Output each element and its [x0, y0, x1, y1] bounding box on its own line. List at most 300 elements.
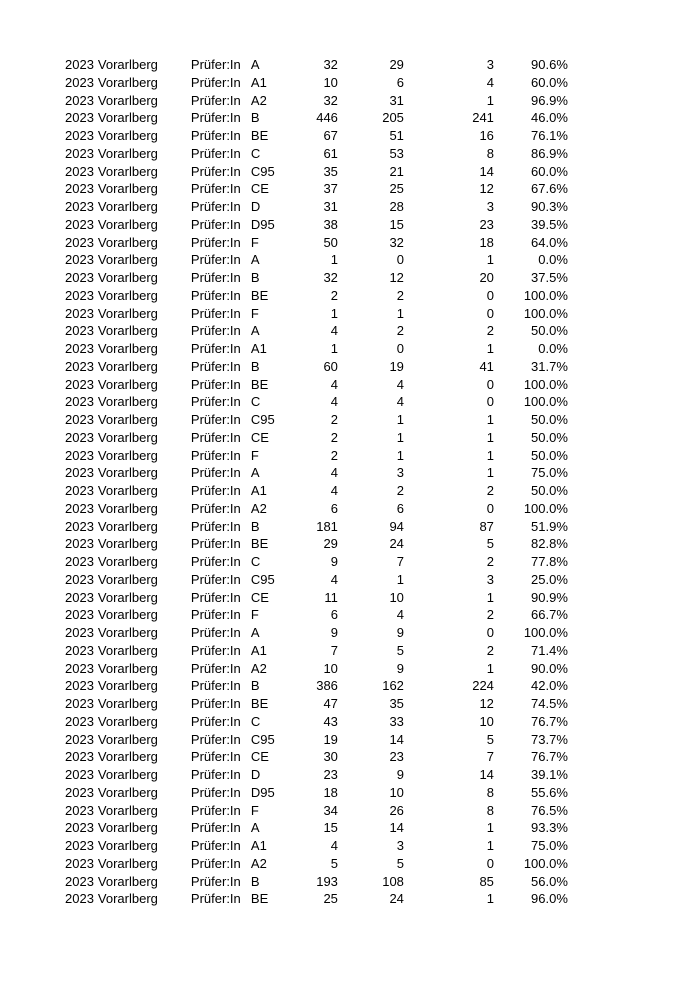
cell-exams-failed: 2 [486, 607, 494, 623]
table-row [65, 234, 568, 252]
cell-examiner-role: Prüfer:In [190, 199, 241, 214]
cell-exams-failed: 4 [486, 74, 494, 90]
table-row [65, 447, 568, 465]
table-row [65, 340, 568, 358]
cell-region: Vorarlberg [97, 891, 158, 907]
cell-region: Vorarlberg [97, 305, 158, 321]
cell-exams-passed: 10 [389, 784, 404, 800]
cell-exams-failed: 1 [486, 252, 494, 268]
cell-year: 2023 [65, 287, 94, 303]
cell-license-class: F [250, 447, 259, 463]
cell-year: 2023 [65, 554, 94, 569]
cell-exams-total: 15 [323, 820, 338, 836]
cell-exams-failed: 2 [486, 554, 494, 569]
cell-license-class: A2 [250, 500, 267, 516]
cell-pass-rate: 50.0% [531, 483, 568, 498]
cell-pass-rate: 96.0% [531, 891, 568, 907]
cell-pass-rate: 100.0% [523, 500, 568, 516]
cell-year: 2023 [65, 820, 94, 836]
cell-exams-failed: 241 [472, 110, 494, 126]
cell-region: Vorarlberg [97, 270, 158, 285]
cell-exams-failed: 18 [479, 234, 494, 250]
table-row [65, 482, 568, 500]
cell-license-class: A [250, 625, 260, 640]
cell-year: 2023 [65, 784, 94, 800]
cell-year: 2023 [65, 767, 94, 782]
cell-exams-passed: 14 [389, 820, 404, 836]
cell-region: Vorarlberg [97, 536, 158, 552]
cell-exams-failed: 12 [479, 696, 494, 711]
cell-region: Vorarlberg [97, 234, 158, 250]
table-row [65, 784, 568, 802]
cell-examiner-role: Prüfer:In [190, 74, 241, 90]
cell-exams-passed: 1 [396, 447, 404, 463]
cell-exams-passed: 10 [389, 589, 404, 605]
cell-region: Vorarlberg [97, 199, 158, 214]
cell-year: 2023 [65, 642, 94, 658]
cell-year: 2023 [65, 891, 94, 907]
cell-region: Vorarlberg [97, 163, 158, 179]
cell-pass-rate: 39.5% [531, 216, 568, 232]
cell-exams-total: 446 [316, 110, 338, 126]
cell-pass-rate: 46.0% [531, 110, 568, 126]
cell-exams-passed: 24 [389, 536, 404, 552]
cell-exams-failed: 14 [479, 767, 494, 782]
cell-region: Vorarlberg [97, 110, 158, 126]
cell-exams-total: 67 [323, 128, 338, 143]
cell-exams-passed: 28 [389, 199, 404, 214]
cell-region: Vorarlberg [97, 784, 158, 800]
cell-examiner-role: Prüfer:In [190, 518, 241, 534]
cell-region: Vorarlberg [97, 216, 158, 232]
cell-exams-failed: 1 [486, 589, 494, 605]
cell-exams-passed: 12 [389, 270, 404, 285]
table-row [65, 642, 568, 660]
cell-exams-failed: 3 [486, 199, 494, 214]
table-row [65, 855, 568, 873]
cell-exams-total: 6 [330, 500, 338, 516]
cell-examiner-role: Prüfer:In [190, 696, 241, 711]
cell-year: 2023 [65, 270, 94, 285]
cell-pass-rate: 66.7% [531, 607, 568, 623]
table-row [65, 837, 568, 855]
cell-exams-total: 9 [330, 554, 338, 569]
cell-examiner-role: Prüfer:In [190, 128, 241, 143]
cell-license-class: C95 [250, 571, 275, 587]
cell-examiner-role: Prüfer:In [190, 216, 241, 232]
cell-license-class: B [250, 678, 260, 694]
cell-license-class: C95 [250, 731, 275, 747]
cell-license-class: B [250, 358, 260, 374]
cell-region: Vorarlberg [97, 181, 158, 197]
cell-license-class: A [250, 465, 260, 481]
table-row [65, 269, 568, 287]
cell-exams-passed: 14 [389, 731, 404, 747]
cell-exams-passed: 9 [396, 767, 404, 782]
cell-exams-failed: 1 [486, 891, 494, 907]
cell-exams-passed: 15 [389, 216, 404, 232]
cell-license-class: CE [250, 749, 269, 765]
cell-exams-total: 18 [323, 784, 338, 800]
cell-exams-passed: 2 [396, 323, 404, 339]
cell-year: 2023 [65, 873, 94, 889]
cell-pass-rate: 73.7% [531, 731, 568, 747]
cell-exams-total: 2 [330, 447, 338, 463]
cell-examiner-role: Prüfer:In [190, 145, 241, 161]
cell-exams-failed: 0 [486, 287, 494, 303]
cell-pass-rate: 82.8% [531, 536, 568, 552]
cell-exams-passed: 5 [396, 642, 404, 658]
table-row [65, 873, 568, 891]
cell-examiner-role: Prüfer:In [190, 784, 241, 800]
cell-region: Vorarlberg [97, 571, 158, 587]
cell-year: 2023 [65, 465, 94, 481]
cell-exams-passed: 21 [389, 163, 404, 179]
cell-examiner-role: Prüfer:In [190, 678, 241, 694]
cell-region: Vorarlberg [97, 74, 158, 90]
cell-region: Vorarlberg [97, 696, 158, 711]
cell-exams-passed: 0 [396, 341, 404, 356]
cell-exams-failed: 1 [486, 92, 494, 108]
cell-exams-total: 19 [323, 731, 338, 747]
cell-license-class: D95 [250, 784, 275, 800]
cell-exams-total: 30 [323, 749, 338, 765]
cell-exams-total: 10 [323, 74, 338, 90]
table-row [65, 766, 568, 784]
cell-license-class: D95 [250, 216, 275, 232]
cell-exams-total: 47 [323, 696, 338, 711]
cell-exams-passed: 1 [396, 305, 404, 321]
cell-year: 2023 [65, 625, 94, 640]
cell-region: Vorarlberg [97, 412, 158, 427]
table-row [65, 429, 568, 447]
cell-examiner-role: Prüfer:In [190, 607, 241, 623]
cell-license-class: C [250, 554, 261, 569]
cell-examiner-role: Prüfer:In [190, 642, 241, 658]
cell-exams-passed: 19 [389, 358, 404, 374]
cell-exams-total: 61 [323, 145, 338, 161]
cell-pass-rate: 37.5% [531, 270, 568, 285]
cell-year: 2023 [65, 749, 94, 765]
cell-exams-passed: 7 [396, 554, 404, 569]
cell-pass-rate: 50.0% [531, 447, 568, 463]
cell-license-class: C95 [250, 412, 275, 427]
table-row [65, 606, 568, 624]
cell-examiner-role: Prüfer:In [190, 660, 241, 676]
cell-year: 2023 [65, 483, 94, 498]
cell-region: Vorarlberg [97, 518, 158, 534]
cell-examiner-role: Prüfer:In [190, 838, 241, 853]
cell-exams-failed: 5 [486, 536, 494, 552]
cell-examiner-role: Prüfer:In [190, 412, 241, 427]
cell-exams-total: 1 [330, 305, 338, 321]
cell-license-class: CE [250, 181, 269, 197]
table-row [65, 198, 568, 216]
table-row [65, 56, 568, 74]
cell-examiner-role: Prüfer:In [190, 447, 241, 463]
cell-region: Vorarlberg [97, 465, 158, 481]
cell-pass-rate: 64.0% [531, 234, 568, 250]
cell-exams-passed: 23 [389, 749, 404, 765]
cell-exams-total: 7 [330, 642, 338, 658]
cell-exams-failed: 1 [486, 429, 494, 445]
cell-exams-passed: 29 [389, 57, 404, 72]
cell-exams-failed: 12 [479, 181, 494, 197]
cell-pass-rate: 76.1% [531, 128, 568, 143]
cell-pass-rate: 0.0% [538, 341, 568, 356]
cell-exams-failed: 3 [486, 571, 494, 587]
cell-pass-rate: 100.0% [523, 376, 568, 392]
cell-year: 2023 [65, 536, 94, 552]
cell-examiner-role: Prüfer:In [190, 163, 241, 179]
cell-examiner-role: Prüfer:In [190, 376, 241, 392]
cell-year: 2023 [65, 447, 94, 463]
cell-year: 2023 [65, 802, 94, 818]
cell-exams-failed: 8 [486, 802, 494, 818]
cell-exams-failed: 20 [479, 270, 494, 285]
cell-exams-total: 10 [323, 660, 338, 676]
cell-pass-rate: 60.0% [531, 163, 568, 179]
cell-exams-total: 2 [330, 429, 338, 445]
table-row [65, 376, 568, 394]
cell-exams-passed: 1 [396, 429, 404, 445]
cell-exams-failed: 2 [486, 323, 494, 339]
cell-pass-rate: 42.0% [531, 678, 568, 694]
cell-exams-failed: 0 [486, 376, 494, 392]
cell-year: 2023 [65, 376, 94, 392]
cell-license-class: CE [250, 589, 269, 605]
cell-exams-failed: 3 [486, 57, 494, 72]
table-row [65, 305, 568, 323]
cell-exams-passed: 1 [396, 571, 404, 587]
cell-examiner-role: Prüfer:In [190, 341, 241, 356]
cell-examiner-role: Prüfer:In [190, 483, 241, 498]
exam-results-table [65, 56, 568, 908]
cell-examiner-role: Prüfer:In [190, 767, 241, 782]
table-row [65, 518, 568, 536]
cell-license-class: F [250, 305, 259, 321]
cell-exams-passed: 108 [382, 873, 404, 889]
cell-examiner-role: Prüfer:In [190, 625, 241, 640]
cell-license-class: C95 [250, 163, 275, 179]
cell-region: Vorarlberg [97, 394, 158, 410]
cell-license-class: BE [250, 696, 269, 711]
cell-region: Vorarlberg [97, 855, 158, 871]
cell-exams-passed: 32 [389, 234, 404, 250]
cell-exams-total: 4 [330, 571, 338, 587]
table-row [65, 589, 568, 607]
cell-license-class: F [250, 607, 259, 623]
cell-region: Vorarlberg [97, 642, 158, 658]
cell-region: Vorarlberg [97, 802, 158, 818]
cell-year: 2023 [65, 660, 94, 676]
cell-license-class: A1 [250, 341, 267, 356]
cell-year: 2023 [65, 92, 94, 108]
cell-region: Vorarlberg [97, 554, 158, 569]
cell-exams-total: 4 [330, 838, 338, 853]
cell-exams-passed: 9 [396, 660, 404, 676]
cell-pass-rate: 67.6% [531, 181, 568, 197]
table-row [65, 180, 568, 198]
cell-pass-rate: 56.0% [531, 873, 568, 889]
cell-examiner-role: Prüfer:In [190, 394, 241, 410]
cell-exams-total: 32 [323, 57, 338, 72]
cell-exams-passed: 4 [396, 376, 404, 392]
cell-exams-passed: 4 [396, 394, 404, 410]
cell-examiner-role: Prüfer:In [190, 589, 241, 605]
cell-year: 2023 [65, 518, 94, 534]
cell-examiner-role: Prüfer:In [190, 731, 241, 747]
cell-examiner-role: Prüfer:In [190, 571, 241, 587]
cell-examiner-role: Prüfer:In [190, 287, 241, 303]
cell-examiner-role: Prüfer:In [190, 802, 241, 818]
cell-pass-rate: 100.0% [523, 287, 568, 303]
cell-exams-total: 4 [330, 483, 338, 498]
table-row [65, 802, 568, 820]
cell-exams-total: 32 [323, 270, 338, 285]
cell-license-class: CE [250, 429, 269, 445]
cell-pass-rate: 76.5% [531, 802, 568, 818]
cell-examiner-role: Prüfer:In [190, 234, 241, 250]
table-row [65, 731, 568, 749]
cell-exams-passed: 35 [389, 696, 404, 711]
cell-region: Vorarlberg [97, 589, 158, 605]
cell-pass-rate: 50.0% [531, 429, 568, 445]
table-row [65, 287, 568, 305]
cell-year: 2023 [65, 234, 94, 250]
table-row [65, 464, 568, 482]
cell-region: Vorarlberg [97, 660, 158, 676]
cell-region: Vorarlberg [97, 145, 158, 161]
cell-license-class: C [250, 145, 261, 161]
cell-exams-total: 2 [330, 412, 338, 427]
cell-exams-failed: 41 [479, 358, 494, 374]
cell-year: 2023 [65, 323, 94, 339]
table-row [65, 713, 568, 731]
cell-pass-rate: 86.9% [531, 145, 568, 161]
cell-pass-rate: 50.0% [531, 323, 568, 339]
cell-region: Vorarlberg [97, 429, 158, 445]
cell-license-class: B [250, 873, 260, 889]
cell-year: 2023 [65, 163, 94, 179]
cell-license-class: A [250, 323, 260, 339]
table-row [65, 695, 568, 713]
cell-exams-passed: 26 [389, 802, 404, 818]
cell-exams-passed: 205 [382, 110, 404, 126]
cell-pass-rate: 75.0% [531, 838, 568, 853]
cell-exams-failed: 14 [479, 163, 494, 179]
cell-year: 2023 [65, 305, 94, 321]
cell-year: 2023 [65, 252, 94, 268]
cell-license-class: D [250, 767, 261, 782]
cell-year: 2023 [65, 713, 94, 729]
cell-exams-passed: 2 [396, 287, 404, 303]
cell-pass-rate: 93.3% [531, 820, 568, 836]
cell-region: Vorarlberg [97, 625, 158, 640]
cell-year: 2023 [65, 838, 94, 853]
cell-exams-failed: 87 [479, 518, 494, 534]
cell-exams-total: 29 [323, 536, 338, 552]
cell-license-class: BE [250, 128, 269, 143]
cell-examiner-role: Prüfer:In [190, 465, 241, 481]
cell-examiner-role: Prüfer:In [190, 891, 241, 907]
cell-examiner-role: Prüfer:In [190, 749, 241, 765]
cell-pass-rate: 51.9% [531, 518, 568, 534]
table-row [65, 92, 568, 110]
cell-exams-failed: 1 [486, 412, 494, 427]
table-row [65, 571, 568, 589]
cell-exams-passed: 4 [396, 607, 404, 623]
table-row [65, 163, 568, 181]
cell-year: 2023 [65, 607, 94, 623]
cell-exams-total: 23 [323, 767, 338, 782]
cell-exams-passed: 6 [396, 500, 404, 516]
cell-exams-total: 32 [323, 92, 338, 108]
cell-exams-total: 38 [323, 216, 338, 232]
cell-year: 2023 [65, 216, 94, 232]
cell-exams-total: 4 [330, 376, 338, 392]
cell-pass-rate: 90.0% [531, 660, 568, 676]
cell-exams-failed: 16 [479, 128, 494, 143]
cell-year: 2023 [65, 341, 94, 356]
cell-region: Vorarlberg [97, 323, 158, 339]
cell-exams-failed: 1 [486, 838, 494, 853]
cell-year: 2023 [65, 855, 94, 871]
cell-exams-failed: 1 [486, 820, 494, 836]
cell-region: Vorarlberg [97, 447, 158, 463]
table-row [65, 127, 568, 145]
cell-pass-rate: 75.0% [531, 465, 568, 481]
cell-region: Vorarlberg [97, 749, 158, 765]
cell-pass-rate: 90.3% [531, 199, 568, 214]
cell-examiner-role: Prüfer:In [190, 554, 241, 569]
cell-region: Vorarlberg [97, 376, 158, 392]
cell-exams-failed: 1 [486, 341, 494, 356]
cell-pass-rate: 55.6% [531, 784, 568, 800]
cell-year: 2023 [65, 199, 94, 214]
cell-pass-rate: 76.7% [531, 749, 568, 765]
cell-exams-passed: 53 [389, 145, 404, 161]
cell-pass-rate: 39.1% [531, 767, 568, 782]
cell-examiner-role: Prüfer:In [190, 110, 241, 126]
cell-exams-failed: 0 [486, 500, 494, 516]
table-row [65, 890, 568, 908]
cell-license-class: A [250, 820, 260, 836]
cell-pass-rate: 50.0% [531, 412, 568, 427]
cell-exams-total: 11 [324, 589, 338, 605]
cell-examiner-role: Prüfer:In [190, 181, 241, 197]
cell-exams-passed: 162 [382, 678, 404, 694]
cell-exams-total: 4 [330, 394, 338, 410]
cell-license-class: D [250, 199, 261, 214]
cell-exams-passed: 94 [389, 518, 404, 534]
cell-pass-rate: 90.6% [531, 57, 568, 72]
cell-examiner-role: Prüfer:In [190, 873, 241, 889]
cell-exams-failed: 0 [486, 855, 494, 871]
cell-exams-passed: 3 [396, 838, 404, 853]
cell-exams-total: 386 [316, 678, 338, 694]
cell-license-class: A2 [250, 660, 267, 676]
cell-examiner-role: Prüfer:In [190, 57, 241, 72]
cell-year: 2023 [65, 110, 94, 126]
cell-region: Vorarlberg [97, 500, 158, 516]
cell-examiner-role: Prüfer:In [190, 536, 241, 552]
cell-license-class: A1 [250, 642, 267, 658]
cell-region: Vorarlberg [97, 713, 158, 729]
cell-region: Vorarlberg [97, 341, 158, 356]
cell-exams-failed: 1 [486, 447, 494, 463]
cell-region: Vorarlberg [97, 678, 158, 694]
